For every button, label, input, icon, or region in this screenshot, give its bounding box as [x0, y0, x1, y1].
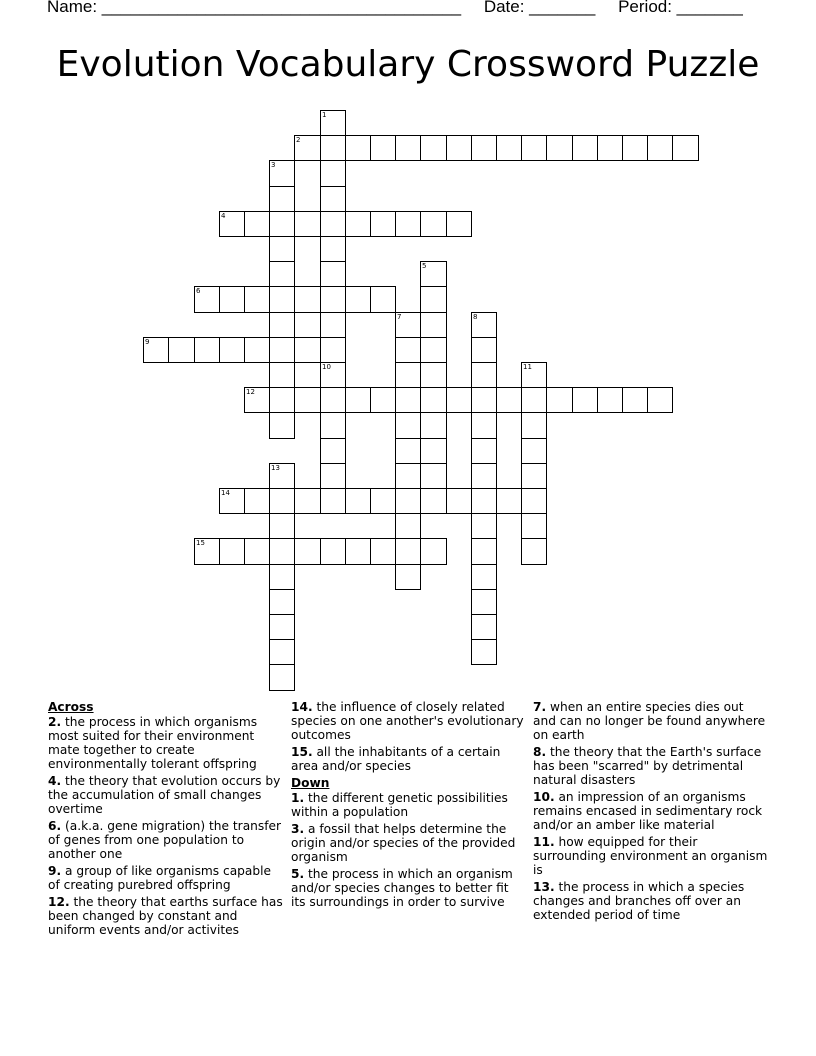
grid-cell[interactable]	[597, 387, 623, 413]
grid-cell[interactable]	[471, 513, 497, 539]
grid-cell[interactable]	[546, 135, 573, 161]
date-field[interactable]: Date: _______	[483, 0, 596, 16]
grid-cell[interactable]	[244, 387, 270, 413]
clue-number: 13.	[533, 880, 555, 894]
grid-cell[interactable]	[370, 135, 396, 161]
grid-cell[interactable]	[471, 412, 497, 439]
grid-cell[interactable]	[471, 463, 497, 489]
grid-cell[interactable]	[521, 463, 547, 489]
grid-cell[interactable]	[320, 312, 346, 338]
grid-cell[interactable]	[395, 135, 421, 161]
grid-cell[interactable]	[395, 337, 421, 363]
grid-cell[interactable]	[420, 412, 447, 439]
grid-cell[interactable]	[320, 463, 346, 489]
grid-cell[interactable]	[471, 538, 497, 565]
grid-cell[interactable]	[244, 337, 270, 363]
grid-cell[interactable]	[395, 387, 421, 413]
clue-item	[291, 791, 526, 819]
grid-cell[interactable]	[446, 387, 472, 413]
clue-item	[291, 822, 526, 864]
clue-number: 2.	[48, 715, 62, 729]
grid-cell[interactable]	[420, 438, 447, 464]
grid-cell[interactable]	[395, 211, 421, 237]
clue-column-2	[291, 700, 526, 912]
grid-cell[interactable]	[471, 312, 497, 338]
clue-item	[533, 835, 768, 877]
grid-cell[interactable]	[471, 564, 497, 590]
grid-cell[interactable]	[471, 639, 497, 665]
clue-text: the different genetic possibilities within a population	[291, 791, 508, 819]
cell-number: 14	[221, 489, 230, 497]
grid-cell[interactable]	[672, 135, 699, 161]
grid-cell[interactable]	[395, 312, 421, 338]
down-heading: Down	[291, 776, 330, 790]
grid-cell[interactable]	[269, 236, 295, 262]
grid-cell[interactable]	[521, 438, 547, 464]
grid-cell[interactable]	[521, 513, 547, 539]
grid-cell[interactable]	[420, 362, 447, 388]
clue-number: 9.	[48, 864, 62, 878]
grid-cell[interactable]	[320, 211, 346, 237]
grid-cell[interactable]	[420, 463, 447, 489]
clue-text: the theory that earths surface has been changed by constant and uniform events and/or activites	[48, 895, 283, 937]
clue-item	[48, 864, 283, 892]
grid-cell[interactable]	[395, 488, 421, 514]
clue-item	[48, 774, 283, 816]
clue-item	[533, 790, 768, 832]
grid-cell[interactable]	[320, 186, 346, 212]
grid-cell[interactable]	[345, 488, 371, 514]
grid-cell[interactable]	[345, 135, 371, 161]
grid-cell[interactable]	[219, 211, 245, 237]
grid-cell[interactable]	[521, 538, 547, 565]
period-field[interactable]: Period: _______	[618, 0, 743, 16]
clue-number: 8.	[533, 745, 547, 759]
grid-cell[interactable]	[521, 135, 547, 161]
grid-cell[interactable]	[395, 412, 421, 439]
grid-cell[interactable]	[345, 387, 371, 413]
clue-number: 4.	[48, 774, 62, 788]
clue-text: the theory that evolution occurs by the accumulation of small changes overtime	[48, 774, 281, 816]
grid-cell[interactable]	[446, 211, 472, 237]
grid-cell[interactable]	[294, 211, 321, 237]
cell-number: 10	[322, 363, 331, 371]
grid-cell[interactable]	[370, 488, 396, 514]
grid-cell[interactable]	[269, 412, 295, 439]
cell-number: 15	[196, 539, 205, 547]
cell-number: 4	[221, 212, 226, 220]
grid-cell[interactable]	[194, 286, 220, 313]
grid-cell[interactable]	[496, 488, 522, 514]
cell-number: 2	[296, 136, 301, 144]
grid-cell[interactable]	[320, 538, 346, 565]
grid-cell[interactable]	[420, 286, 447, 313]
grid-cell[interactable]	[269, 639, 295, 665]
grid-cell[interactable]	[219, 337, 245, 363]
grid-cell[interactable]	[320, 412, 346, 439]
clue-number: 15.	[291, 745, 313, 759]
grid-cell[interactable]	[647, 135, 673, 161]
grid-cell[interactable]	[370, 538, 396, 565]
clue-item	[533, 745, 768, 787]
grid-cell[interactable]	[244, 538, 270, 565]
clue-number: 14.	[291, 700, 313, 714]
grid-cell[interactable]	[294, 538, 321, 565]
grid-cell[interactable]	[546, 387, 573, 413]
grid-cell[interactable]	[622, 387, 648, 413]
clue-item	[48, 715, 283, 771]
grid-cell[interactable]	[395, 463, 421, 489]
cell-number: 1	[322, 111, 327, 119]
grid-cell[interactable]	[446, 135, 472, 161]
grid-cell[interactable]	[320, 135, 346, 161]
grid-cell[interactable]	[395, 513, 421, 539]
grid-cell[interactable]	[471, 387, 497, 413]
grid-cell[interactable]	[395, 438, 421, 464]
grid-cell[interactable]	[244, 488, 270, 514]
grid-cell[interactable]	[194, 538, 220, 565]
grid-cell[interactable]	[244, 211, 270, 237]
grid-cell[interactable]	[496, 135, 522, 161]
grid-cell[interactable]	[269, 286, 295, 313]
clue-number: 1.	[291, 791, 305, 805]
clue-item	[48, 819, 283, 861]
grid-cell[interactable]	[420, 488, 447, 514]
across-heading: Across	[48, 700, 94, 714]
grid-cell[interactable]	[294, 488, 321, 514]
grid-cell[interactable]	[269, 564, 295, 590]
clue-text: the influence of closely related species on one another's evolutionary outcomes	[291, 700, 524, 742]
cell-number: 12	[246, 388, 255, 396]
grid-cell[interactable]	[320, 286, 346, 313]
grid-cell[interactable]	[269, 387, 295, 413]
grid-cell[interactable]	[370, 387, 396, 413]
clue-item	[291, 867, 526, 909]
grid-cell[interactable]	[320, 337, 346, 363]
grid-cell[interactable]	[168, 337, 195, 363]
grid-cell[interactable]	[269, 160, 295, 187]
grid-cell[interactable]	[446, 488, 472, 514]
grid-cell[interactable]	[395, 362, 421, 388]
cell-number: 6	[196, 287, 201, 295]
grid-cell[interactable]	[269, 463, 295, 489]
grid-cell[interactable]	[219, 286, 245, 313]
grid-cell[interactable]	[320, 160, 346, 187]
grid-cell[interactable]	[345, 538, 371, 565]
clue-number: 3.	[291, 822, 305, 836]
grid-cell[interactable]	[395, 564, 421, 590]
grid-cell[interactable]	[269, 211, 295, 237]
clue-item	[291, 745, 526, 773]
clue-number: 7.	[533, 700, 547, 714]
grid-cell[interactable]	[320, 387, 346, 413]
clue-text: a group of like organisms capable of creating purebred offspring	[48, 864, 272, 892]
grid-cell[interactable]	[294, 387, 321, 413]
grid-cell[interactable]	[244, 286, 270, 313]
clue-text: the process in which a species changes and branches off over an extended period of time	[533, 880, 745, 922]
grid-cell[interactable]	[521, 412, 547, 439]
grid-cell[interactable]	[471, 135, 497, 161]
clue-number: 5.	[291, 867, 305, 881]
grid-cell[interactable]	[320, 362, 346, 388]
grid-cell[interactable]	[647, 387, 673, 413]
grid-cell[interactable]	[269, 362, 295, 388]
clue-text: (a.k.a. gene migration) the transfer of genes from one population to another one	[48, 819, 282, 861]
grid-cell[interactable]	[370, 211, 396, 237]
grid-cell[interactable]	[370, 286, 396, 313]
clue-text: the process in which organisms most suited for their environment mate together to create environmentally tolerant offspring	[48, 715, 258, 771]
grid-cell[interactable]	[572, 387, 598, 413]
clue-text: an impression of an organisms remains encased in sedimentary rock and/or an amber like material	[533, 790, 763, 832]
grid-cell[interactable]	[294, 286, 321, 313]
grid-cell[interactable]	[269, 664, 295, 691]
clue-text: the theory that the Earth's surface has been "scarred" by detrimental natural disasters	[533, 745, 762, 787]
name-field[interactable]: Name: ______________________________________	[47, 0, 462, 16]
grid-cell[interactable]	[269, 337, 295, 363]
grid-cell[interactable]	[420, 312, 447, 338]
clue-column-3	[533, 700, 768, 925]
grid-cell[interactable]	[269, 538, 295, 565]
grid-cell[interactable]	[320, 110, 346, 136]
cell-number: 8	[473, 313, 478, 321]
clue-number: 12.	[48, 895, 70, 909]
cell-number: 3	[271, 161, 276, 169]
cell-number: 13	[271, 464, 280, 472]
cell-number: 9	[145, 338, 150, 346]
grid-cell[interactable]	[320, 261, 346, 287]
grid-cell[interactable]	[269, 614, 295, 640]
clue-text: how equipped for their surrounding environment an organism is	[533, 835, 768, 877]
clue-text: when an entire species dies out and can no longer be found anywhere on earth	[533, 700, 766, 742]
cell-number: 11	[523, 363, 532, 371]
grid-cell[interactable]	[471, 362, 497, 388]
grid-cell[interactable]	[420, 211, 447, 237]
cell-number: 5	[422, 262, 427, 270]
grid-cell[interactable]	[219, 488, 245, 514]
grid-cell[interactable]	[471, 337, 497, 363]
clue-text: all the inhabitants of a certain area and/or species	[291, 745, 501, 773]
clue-item	[291, 700, 526, 742]
grid-cell[interactable]	[269, 589, 295, 615]
grid-cell[interactable]	[521, 362, 547, 388]
grid-cell[interactable]	[320, 438, 346, 464]
clue-number: 6.	[48, 819, 62, 833]
grid-cell[interactable]	[471, 614, 497, 640]
grid-cell[interactable]	[521, 488, 547, 514]
grid-cell[interactable]	[194, 337, 220, 363]
grid-cell[interactable]	[471, 438, 497, 464]
cell-number: 7	[397, 313, 402, 321]
grid-cell[interactable]	[320, 236, 346, 262]
grid-cell[interactable]	[471, 589, 497, 615]
grid-cell[interactable]	[269, 312, 295, 338]
grid-cell[interactable]	[521, 387, 547, 413]
grid-cell[interactable]	[143, 337, 169, 363]
grid-cell[interactable]	[420, 337, 447, 363]
grid-cell[interactable]	[471, 488, 497, 514]
grid-cell[interactable]	[345, 211, 371, 237]
grid-cell[interactable]	[269, 261, 295, 287]
clue-item	[533, 880, 768, 922]
clue-number: 10.	[533, 790, 555, 804]
grid-cell[interactable]	[572, 135, 598, 161]
grid-cell[interactable]	[269, 488, 295, 514]
clue-item	[48, 895, 283, 937]
grid-cell[interactable]	[420, 387, 447, 413]
grid-cell[interactable]	[294, 337, 321, 363]
clue-text: a fossil that helps determine the origin and/or species of the provided organism	[291, 822, 516, 864]
grid-cell[interactable]	[320, 488, 346, 514]
grid-cell[interactable]	[420, 261, 447, 287]
grid-cell[interactable]	[622, 135, 648, 161]
clue-item	[533, 700, 768, 742]
grid-cell[interactable]	[269, 186, 295, 212]
clue-number: 11.	[533, 835, 555, 849]
grid-cell[interactable]	[269, 513, 295, 539]
grid-cell[interactable]	[420, 538, 447, 565]
grid-cell[interactable]	[420, 135, 447, 161]
clue-column-1	[48, 700, 283, 940]
grid-cell[interactable]	[219, 538, 245, 565]
grid-cell[interactable]	[496, 387, 522, 413]
grid-cell[interactable]	[395, 538, 421, 565]
grid-cell[interactable]	[294, 135, 321, 161]
grid-cell[interactable]	[597, 135, 623, 161]
grid-cell[interactable]	[345, 286, 371, 313]
clue-text: the process in which an organism and/or species changes to better fit its surroundings in order to survive	[291, 867, 513, 909]
page-title: Evolution Vocabulary Crossword Puzzle	[56, 44, 760, 85]
